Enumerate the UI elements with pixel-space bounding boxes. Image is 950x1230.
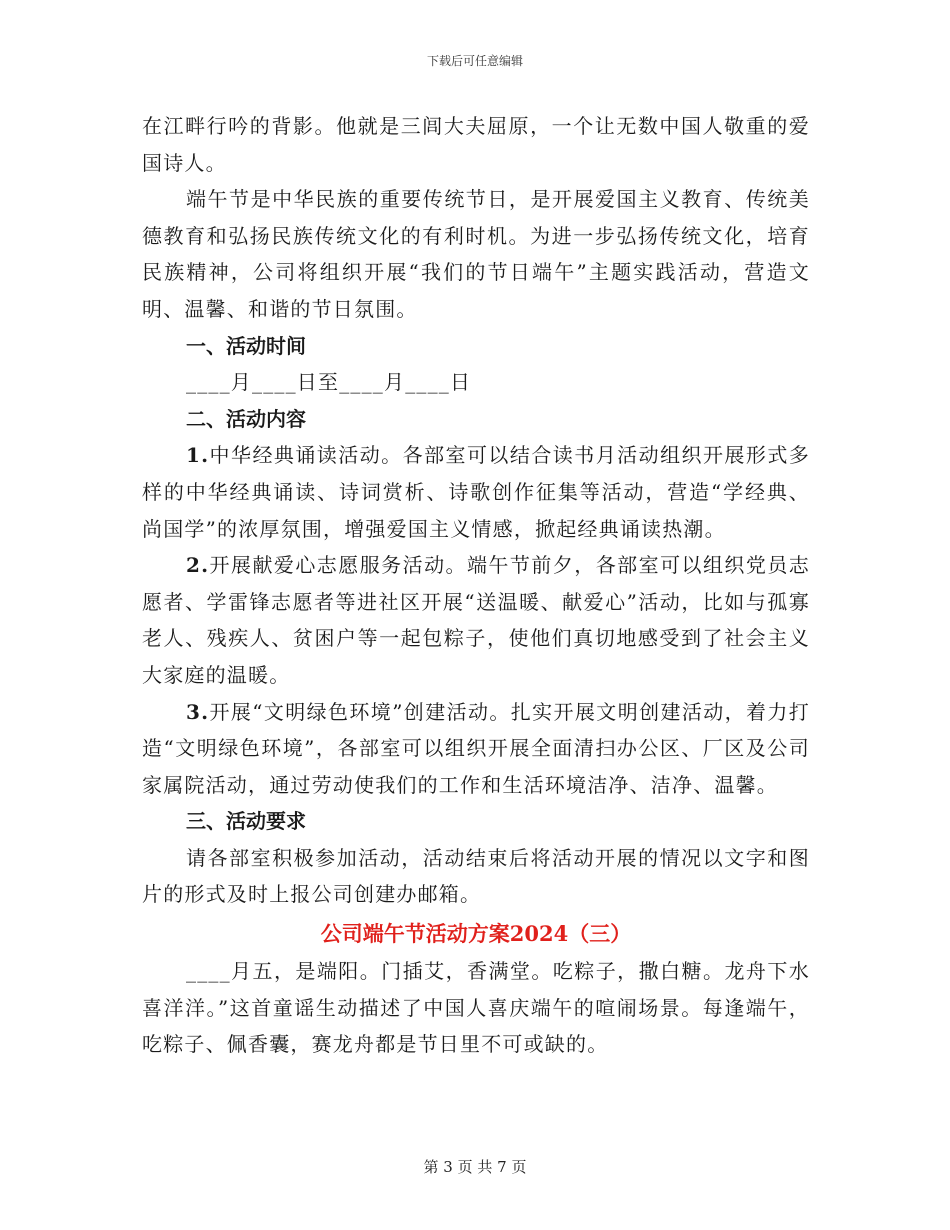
- list-item-3: [142, 694, 810, 804]
- list-item-3-number: 3.: [186, 699, 210, 724]
- list-item-2-text: 开展献爱心志愿服务活动。端午节前夕，各部室可以组织党员志愿者、学雷锋志愿者等进社区开展“送温暖、献爱心”活动，比如与孤寡老人、残疾人、贫困户等一起包粽子，使他们真切地感受到了社会主义大家庭的温暖。: [142, 553, 810, 687]
- page-header: 下载后可任意编辑: [426, 54, 523, 68]
- paragraph-continued: 在江畔行吟的背影。他就是三闾大夫屈原，一个让无数中国人敬重的爱国诗人。: [142, 114, 810, 175]
- paragraph-nursery-rhyme: ____月五，是端阳。门插艾，香满堂。吃粽子，撒白糖。龙舟下水喜洋洋。”这首童谣生动描述了中国人喜庆端午的喧闹场景。每逢端午，吃粽子、佩香囊，赛龙舟都是节日里不可或缺的。: [142, 959, 810, 1057]
- paragraph-intro: 端午节是中华民族的重要传统节日，是开展爱国主义教育、传统美德教育和弘扬民族传统文化的有利时机。为进一步弘扬传统文化，培育民族精神，公司将组织开展“我们的节日端午”主题实践活动，营造文明、温馨、和谐的节日氛围。: [142, 187, 810, 321]
- heading-activity-requirements: 三、活动要求: [186, 809, 306, 834]
- list-item-2-number: 2.: [186, 553, 210, 578]
- list-item-2: [142, 547, 810, 693]
- section-title: 公司端午节活动方案2024（三）: [320, 921, 632, 947]
- document-body: [142, 108, 810, 1063]
- page-footer: 第 3 页 共 7 页: [423, 1158, 527, 1176]
- heading-activity-time: 一、活动时间: [186, 333, 306, 358]
- date-line: ____月____日至____月____日: [186, 370, 472, 395]
- heading-activity-content: 二、活动内容: [186, 406, 306, 431]
- list-item-3-text: 开展“文明绿色环境”创建活动。扎实开展文明创建活动，着力打造“文明绿色环境”，各部室可以组织开展全面清扫办公区、厂区及公司家属院活动，通过劳动使我们的工作和生活环境洁净、洁净、温馨。: [142, 699, 810, 797]
- paragraph-requirements: 请各部室积极参加活动，活动结束后将活动开展的情况以文字和图片的形式及时上报公司创建办邮箱。: [142, 845, 810, 907]
- list-item-1-text: 中华经典诵读活动。各部室可以结合读书月活动组织开展形式多样的中华经典诵读、诗词赏析、诗歌创作征集等活动，营造“学经典、尚国学”的浓厚氛围，增强爱国主义情感，掀起经典诵读热潮。: [142, 443, 810, 541]
- list-item-1-number: 1.: [186, 443, 210, 468]
- list-item-1: [142, 437, 810, 547]
